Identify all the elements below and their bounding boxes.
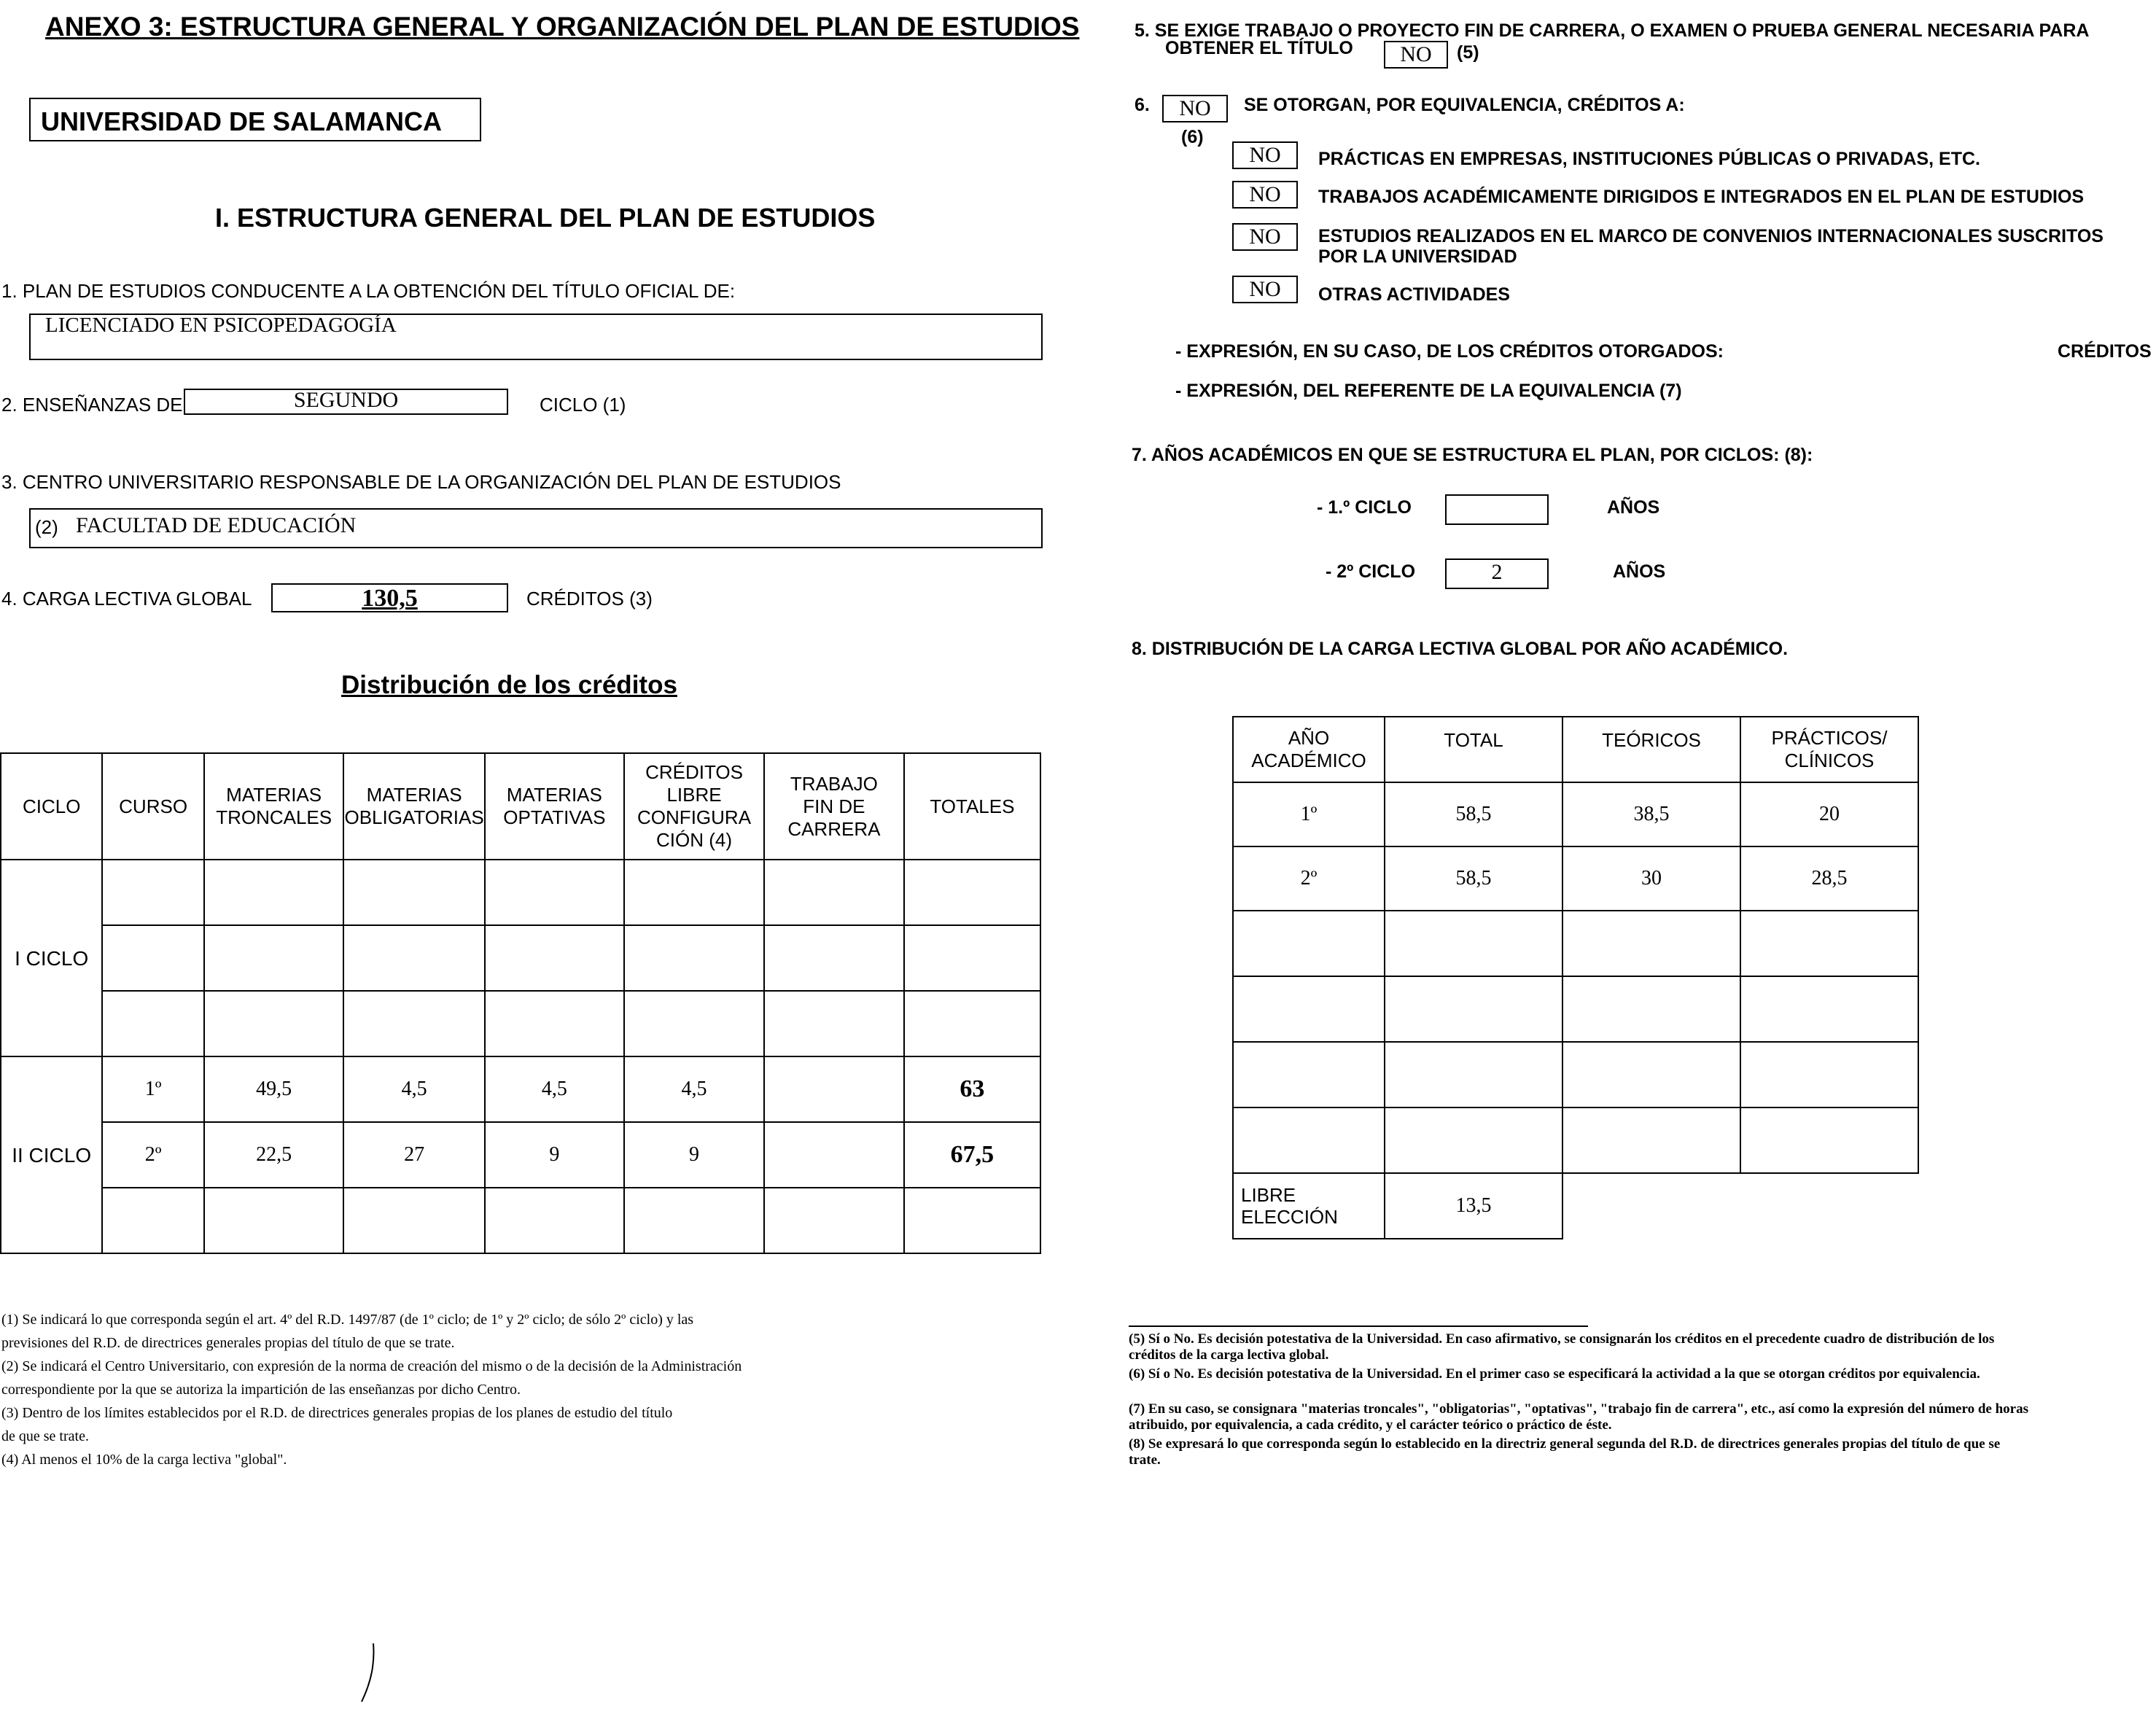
- option-4-label: OTRAS ACTIVIDADES: [1318, 284, 1510, 305]
- item-5-line-1: 5. SE EXIGE TRABAJO O PROYECTO FIN DE CARRERA, O EXAMEN O PRUEBA GENERAL NECESARIA PARA: [1135, 20, 2090, 41]
- teoricos-cell: 38,5: [1562, 782, 1740, 846]
- footnote-3b: de que se trate.: [1, 1428, 89, 1444]
- table-cell: [1562, 1107, 1740, 1173]
- equivalencia-value: NO: [1179, 96, 1211, 120]
- table-cell: [485, 1188, 624, 1253]
- table-cell: [624, 925, 764, 991]
- table-cell: [1740, 1107, 1918, 1173]
- teoricos-cell: 30: [1562, 846, 1740, 911]
- item-1-label: 1. PLAN DE ESTUDIOS CONDUCENTE A LA OBTENCIÓN DEL TÍTULO OFICIAL DE:: [1, 280, 736, 302]
- centro-prefix: (2): [35, 516, 58, 538]
- table-cell: [1233, 911, 1385, 976]
- item-7-label: 7. AÑOS ACADÉMICOS EN QUE SE ESTRUCTURA EL PLAN, POR CICLOS: (8):: [1132, 445, 1813, 465]
- col-header-total: TOTAL: [1385, 717, 1562, 782]
- table-cell: [1385, 1042, 1562, 1107]
- table-cell: [1740, 911, 1918, 976]
- table-cell: [624, 991, 764, 1056]
- col-header-teoricos: TEÓRICOS: [1562, 717, 1740, 782]
- item-2-suffix: CICLO (1): [540, 394, 626, 416]
- option-1-label: PRÁCTICAS EN EMPRESAS, INSTITUCIONES PÚBLICAS O PRIVADAS, ETC.: [1318, 149, 1980, 169]
- ciclo-2-years-unit: AÑOS: [1613, 561, 1666, 582]
- table-cell: [1233, 1042, 1385, 1107]
- trabajo-cell: [764, 1122, 904, 1188]
- ciclo-2-years-label: - 2º CICLO: [1326, 561, 1416, 582]
- table-row: [1233, 846, 1918, 911]
- total-cell: 58,5: [1385, 846, 1562, 911]
- ciclo-1-years-box: [1445, 494, 1549, 525]
- table-cell: [343, 925, 484, 991]
- table-cell: [764, 925, 904, 991]
- col-header-anio: AÑO ACADÉMICO: [1233, 717, 1385, 782]
- table-cell: [102, 1188, 203, 1253]
- footnote-1a: (1) Se indicará lo que corresponda según el art. 4º del R.D. 1497/87 (de 1º ciclo; de 1º y 2º ciclo; de sólo 2º ciclo) y las: [1, 1312, 694, 1328]
- table-cell: [102, 860, 203, 925]
- option-1-value: NO: [1249, 143, 1281, 167]
- ensenanzas-value: SEGUNDO: [293, 388, 399, 412]
- item-5-note: (5): [1457, 42, 1479, 63]
- table-cell: [343, 1188, 484, 1253]
- footnote-3a: (3) Dentro de los límites establecidos por el R.D. de directrices generales propias de los planes de estudio del título: [1, 1405, 673, 1421]
- table-cell: [485, 925, 624, 991]
- ciclo-1-cell: I CICLO: [1, 860, 102, 1056]
- option-2-label: TRABAJOS ACADÉMICAMENTE DIRIGIDOS E INTEGRADOS EN EL PLAN DE ESTUDIOS: [1318, 187, 2085, 207]
- table-cell: [102, 991, 203, 1056]
- footnote-2b: correspondiente por la que se autoriza la impartición de las enseñanzas por dicho Centro.: [1, 1382, 521, 1398]
- libre-cell: 9: [624, 1122, 764, 1188]
- centro-value: FACULTAD DE EDUCACIÓN: [76, 513, 357, 537]
- optativas-cell: 9: [485, 1122, 624, 1188]
- table-cell: [1562, 976, 1740, 1042]
- col-header-curso: CURSO: [102, 753, 203, 860]
- table-cell: [764, 860, 904, 925]
- libre-eleccion-label: LIBRE ELECCIÓN: [1233, 1173, 1385, 1239]
- trabajo-cell: [764, 1056, 904, 1122]
- col-header-practicos: PRÁCTICOS/ CLÍNICOS: [1740, 717, 1918, 782]
- obligatorias-cell: 27: [343, 1122, 484, 1188]
- item-4-suffix: CRÉDITOS (3): [526, 588, 653, 610]
- col-header-libre: CRÉDITOS LIBRE CONFIGURA CIÓN (4): [624, 753, 764, 860]
- practicos-cell: 28,5: [1740, 846, 1918, 911]
- table-cell: [204, 925, 344, 991]
- totales-cell: 67,5: [904, 1122, 1040, 1188]
- expression-creditos: - EXPRESIÓN, EN SU CASO, DE LOS CRÉDITOS OTORGADOS:: [1175, 341, 1724, 362]
- footnote-7: (7) En su caso, se consignara "materias troncales", "obligatorias", "optativas", "trabajo fin de carrera", etc., así como la expresión del número de horas atribuido, por equivalencia, a cada crédito, y el carácter teórico o práctico de éste.: [1129, 1401, 2028, 1433]
- table-cell: [624, 1188, 764, 1253]
- table-cell: [204, 860, 344, 925]
- table-cell: [1233, 976, 1385, 1042]
- table-cell: [764, 1188, 904, 1253]
- footnote-divider: [1129, 1325, 1588, 1327]
- table-cell: [1562, 1042, 1740, 1107]
- libre-eleccion-value: 13,5: [1385, 1173, 1562, 1239]
- optativas-cell: 4,5: [485, 1056, 624, 1122]
- ciclo-1-years-label: - 1.º CICLO: [1317, 497, 1412, 518]
- table-cell: [485, 991, 624, 1056]
- table-cell: [1740, 976, 1918, 1042]
- option-3-label-2: POR LA UNIVERSIDAD: [1318, 246, 1517, 267]
- col-header-trabajo: TRABAJO FIN DE CARRERA: [764, 753, 904, 860]
- totales-cell: 63: [904, 1056, 1040, 1122]
- footnote-4: (4) Al menos el 10% de la carga lectiva "global".: [1, 1452, 287, 1468]
- item-8-label: 8. DISTRIBUCIÓN DE LA CARGA LECTIVA GLOBAL POR AÑO ACADÉMICO.: [1132, 639, 1789, 659]
- table-cell: [904, 1188, 1040, 1253]
- pen-stroke: [357, 1640, 386, 1706]
- anio-cell: 1º: [1233, 782, 1385, 846]
- table-cell: [1385, 911, 1562, 976]
- ciclo-1-years-unit: AÑOS: [1607, 497, 1660, 518]
- total-cell: 58,5: [1385, 782, 1562, 846]
- table-cell: [204, 991, 344, 1056]
- trabajo-fin-value: NO: [1400, 42, 1432, 66]
- troncales-cell: 22,5: [204, 1122, 344, 1188]
- table-cell: [102, 925, 203, 991]
- libre-cell: 4,5: [624, 1056, 764, 1122]
- footnote-1b: previsiones del R.D. de directrices generales propias del título de que se trate.: [1, 1335, 455, 1351]
- item-4-label: 4. CARGA LECTIVA GLOBAL: [1, 588, 252, 610]
- practicos-cell: 20: [1740, 782, 1918, 846]
- table-cell: [624, 860, 764, 925]
- title-field-value: LICENCIADO EN PSICOPEDAGOGÍA: [45, 314, 397, 337]
- empty-cell: [1562, 1173, 1740, 1239]
- curso-cell: 2º: [102, 1122, 203, 1188]
- table-cell: [343, 860, 484, 925]
- option-4-value: NO: [1249, 277, 1281, 301]
- footnote-6: (6) Sí o No. Es decisión potestativa de la Universidad. En el primer caso se especificará la actividad a la que se otorgan créditos por equivalencia.: [1129, 1366, 1980, 1382]
- option-3-label: ESTUDIOS REALIZADOS EN EL MARCO DE CONVENIOS INTERNACIONALES SUSCRITOS: [1318, 226, 2104, 246]
- obligatorias-cell: 4,5: [343, 1056, 484, 1122]
- carga-global-value: 130,5: [362, 585, 418, 612]
- option-2-value: NO: [1249, 182, 1281, 206]
- table-cell: [904, 860, 1040, 925]
- section-title: I. ESTRUCTURA GENERAL DEL PLAN DE ESTUDIOS: [215, 203, 876, 233]
- table-cell: [764, 991, 904, 1056]
- item-5-line-2: OBTENER EL TÍTULO: [1165, 38, 1353, 58]
- table-cell: [904, 925, 1040, 991]
- item-2-label: 2. ENSEÑANZAS DE: [1, 394, 183, 416]
- item-3-label: 3. CENTRO UNIVERSITARIO RESPONSABLE DE LA ORGANIZACIÓN DEL PLAN DE ESTUDIOS: [1, 471, 841, 493]
- table-cell: [485, 860, 624, 925]
- table-cell: [904, 991, 1040, 1056]
- item-6-number: 6.: [1135, 95, 1150, 115]
- option-3-value: NO: [1249, 225, 1281, 249]
- table-cell: [1385, 976, 1562, 1042]
- col-header-totales: TOTALES: [904, 753, 1040, 860]
- carga-anual-table: [1232, 716, 1919, 1239]
- table-cell: [1233, 1107, 1385, 1173]
- footnote-5: (5) Sí o No. Es decisión potestativa de la Universidad. En caso afirmativo, se consignarán los créditos en el precedente cuadro de distribución de los créditos de la carga lectiva global.: [1129, 1331, 1995, 1363]
- table-cell: [1562, 911, 1740, 976]
- document-title: ANEXO 3: ESTRUCTURA GENERAL Y ORGANIZACIÓN DEL PLAN DE ESTUDIOS: [45, 12, 1080, 42]
- anio-cell: 2º: [1233, 846, 1385, 911]
- table-row: [1233, 782, 1918, 846]
- university-name: UNIVERSIDAD DE SALAMANCA: [41, 106, 443, 136]
- table-row: [1, 1122, 1040, 1188]
- table-cell: [343, 991, 484, 1056]
- ciclo-2-years-value: 2: [1491, 560, 1503, 584]
- footnote-2a: (2) Se indicará el Centro Universitario, con expresión de la norma de creación del mismo o de la decisión de la Administración: [1, 1358, 742, 1374]
- curso-cell: 1º: [102, 1056, 203, 1122]
- empty-cell: [1740, 1173, 1918, 1239]
- distribucion-title: Distribución de los créditos: [341, 671, 677, 699]
- table-cell: [1385, 1107, 1562, 1173]
- col-header-ciclo: CICLO: [1, 753, 102, 860]
- item-6-note: (6): [1181, 127, 1204, 147]
- ciclo-2-cell: II CICLO: [1, 1056, 102, 1253]
- col-header-optativas: MATERIAS OPTATIVAS: [485, 753, 624, 860]
- item-6-label: SE OTORGAN, POR EQUIVALENCIA, CRÉDITOS A:: [1244, 95, 1685, 115]
- expression-referente: - EXPRESIÓN, DEL REFERENTE DE LA EQUIVALENCIA (7): [1175, 381, 1682, 401]
- table-cell: [204, 1188, 344, 1253]
- col-header-troncales: MATERIAS TRONCALES: [204, 753, 344, 860]
- table-cell: [1740, 1042, 1918, 1107]
- table-row: [1, 1056, 1040, 1122]
- troncales-cell: 49,5: [204, 1056, 344, 1122]
- footnote-8: (8) Se expresará lo que corresponda según lo establecido en la directriz general segunda del R.D. de directrices generales propias del título de que se trate.: [1129, 1436, 2001, 1468]
- distribucion-table: [0, 752, 1041, 1254]
- col-header-obligatorias: MATERIAS OBLIGATORIAS: [343, 753, 484, 860]
- expression-creditos-unit: CRÉDITOS: [2058, 341, 2152, 362]
